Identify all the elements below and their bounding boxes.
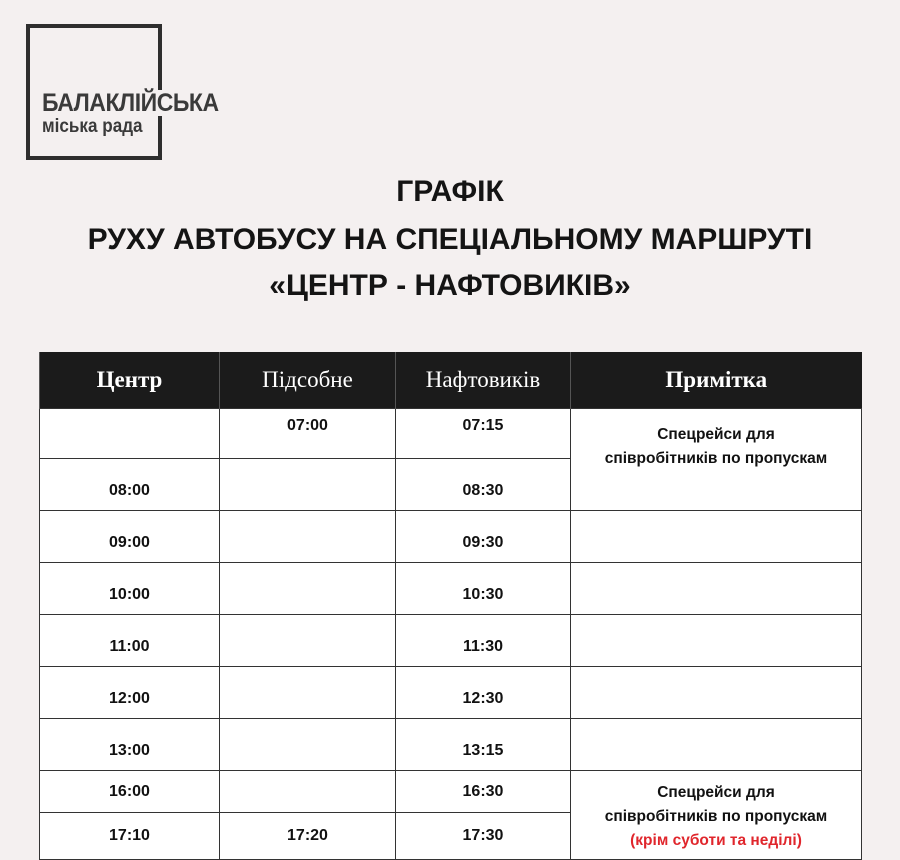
header-pidsobne: Підсобне	[220, 352, 396, 409]
cell-pidsobne	[220, 771, 396, 813]
cell-note-empty	[571, 563, 862, 615]
cell-note-empty	[571, 667, 862, 719]
cell-pidsobne	[220, 667, 396, 719]
cell-naftovykiv: 10:30	[396, 563, 571, 615]
table-row	[40, 409, 862, 459]
cell-naftovykiv: 11:30	[396, 615, 571, 667]
cell-pidsobne	[220, 719, 396, 771]
table-row	[40, 563, 862, 615]
cell-center: 12:00	[40, 667, 220, 719]
table-header-row	[40, 352, 862, 409]
table-row	[40, 771, 862, 813]
note-2-line-2: співробітників по пропускам	[604, 808, 828, 825]
cell-pidsobne	[220, 511, 396, 563]
cell-naftovykiv: 07:15	[396, 409, 571, 459]
logo-subtitle: міська рада	[42, 116, 143, 137]
cell-center: 11:00	[40, 615, 220, 667]
note-cell-2	[571, 771, 862, 860]
cell-center: 16:00	[40, 771, 220, 813]
cell-naftovykiv: 12:30	[396, 667, 571, 719]
cell-center	[40, 409, 220, 459]
page-title-line-3: «ЦЕНТР - НАФТОВИКІВ»	[269, 269, 631, 302]
note-2-line-3-exception: (крім суботи та неділі)	[630, 832, 802, 849]
cell-center: 13:00	[40, 719, 220, 771]
cell-naftovykiv: 17:30	[396, 813, 571, 860]
table-row	[40, 667, 862, 719]
cell-naftovykiv: 13:15	[396, 719, 571, 771]
table-row	[40, 511, 862, 563]
cell-pidsobne: 07:00	[220, 409, 396, 459]
note-cell-1	[571, 409, 862, 511]
cell-center: 17:10	[40, 813, 220, 860]
cell-naftovykiv: 08:30	[396, 459, 571, 511]
note-2-line-1: Спецрейси для	[657, 784, 775, 801]
logo-title: БАЛАКЛІЙСЬКА	[42, 89, 219, 117]
cell-center: 08:00	[40, 459, 220, 511]
page-title-line-1: ГРАФІК	[396, 175, 504, 208]
cell-note-empty	[571, 719, 862, 771]
cell-center: 10:00	[40, 563, 220, 615]
header-naftovykiv: Нафтовиків	[396, 352, 571, 409]
cell-naftovykiv: 09:30	[396, 511, 571, 563]
cell-pidsobne	[220, 563, 396, 615]
cell-note-empty	[571, 615, 862, 667]
header-center: Центр	[40, 352, 220, 409]
cell-center: 09:00	[40, 511, 220, 563]
note-1-line-1: Спецрейси для	[657, 426, 775, 443]
cell-note-empty	[571, 511, 862, 563]
cell-pidsobne: 17:20	[220, 813, 396, 860]
table-row	[40, 719, 862, 771]
header-note: Примітка	[571, 352, 862, 409]
bus-schedule-table	[39, 352, 862, 860]
note-1-line-2: співробітників по пропускам	[604, 450, 828, 467]
cell-naftovykiv: 16:30	[396, 771, 571, 813]
cell-pidsobne	[220, 459, 396, 511]
table-row	[40, 615, 862, 667]
cell-pidsobne	[220, 615, 396, 667]
page-title-line-2: РУХУ АВТОБУСУ НА СПЕЦІАЛЬНОМУ МАРШРУТІ	[87, 223, 813, 256]
